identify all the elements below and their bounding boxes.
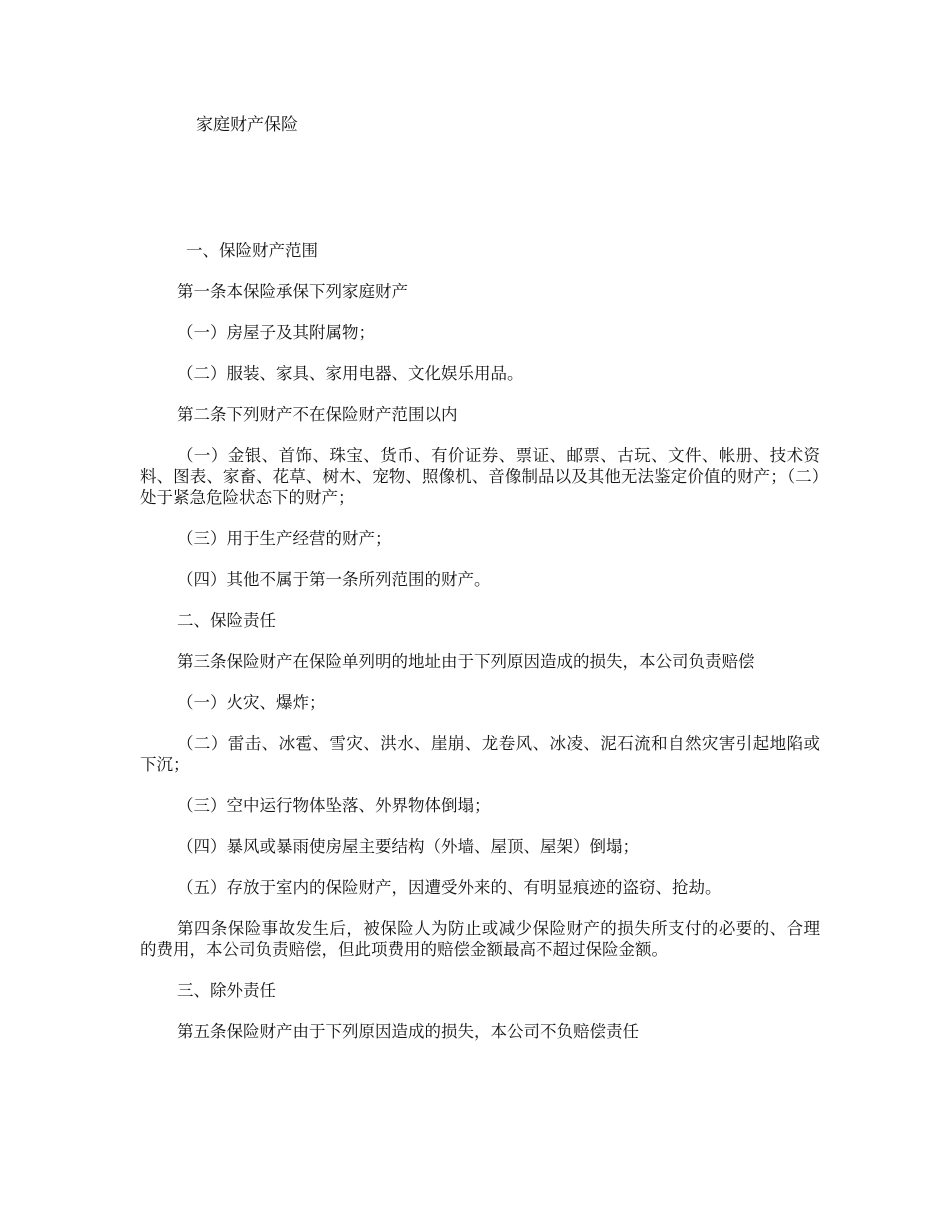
article-3-item-5: （五）存放于室内的保险财产，因遭受外来的、有明显痕迹的盗窃、抢劫。: [177, 878, 722, 897]
article-1-item-2: （二）服装、家具、家用电器、文化娱乐用品。: [177, 364, 524, 383]
article-2-item-4: （四）其他不属于第一条所列范围的财产。: [177, 570, 491, 589]
article-5: 第五条保险财产由于下列原因造成的损失，本公司不负赔偿责任: [177, 1022, 639, 1041]
article-1-item-1: （一）房屋子及其附属物；: [177, 323, 375, 342]
document-title: 家庭财产保险: [196, 115, 298, 135]
article-3-item-3: （三）空中运行物体坠落、外界物体倒塌；: [177, 796, 491, 815]
article-2: 第二条下列财产不在保险财产范围以内: [177, 405, 458, 424]
article-2-item-3: （三）用于生产经营的财产；: [177, 529, 392, 548]
article-1: 第一条本保险承保下列家庭财产: [177, 282, 408, 301]
article-3: 第三条保险财产在保险单列明的地址由于下列原因造成的损失，本公司负责赔偿: [177, 652, 755, 671]
document-body: [140, 240, 820, 1062]
section-heading-liability: 二、保险责任: [177, 611, 276, 630]
article-3-item-2: （二）雷击、冰雹、雪灾、洪水、崖崩、龙卷风、冰凌、泥石流和自然灾害引起地陷或下沉；: [140, 734, 820, 774]
section-heading-coverage-scope: 一、保险财产范围: [186, 241, 318, 260]
section-heading-exclusions: 三、除外责任: [177, 981, 276, 1000]
article-2-items-1-2: （一）金银、首饰、珠宝、货币、有价证券、票证、邮票、古玩、文件、帐册、技术资料、图表、家畜、花草、树木、宠物、照像机、音像制品以及其他无法鉴定价值的财产；（二）处于紧急危险状态下的财产；: [140, 446, 820, 507]
article-4: 第四条保险事故发生后，被保险人为防止或减少保险财产的损失所支付的必要的、合理的费用，本公司负责赔偿，但此项费用的赔偿金额最高不超过保险金额。: [140, 919, 820, 959]
article-3-item-4: （四）暴风或暴雨使房屋主要结构（外墙、屋顶、屋架）倒塌；: [177, 837, 639, 856]
article-3-item-1: （一）火灾、爆炸；: [177, 693, 326, 712]
